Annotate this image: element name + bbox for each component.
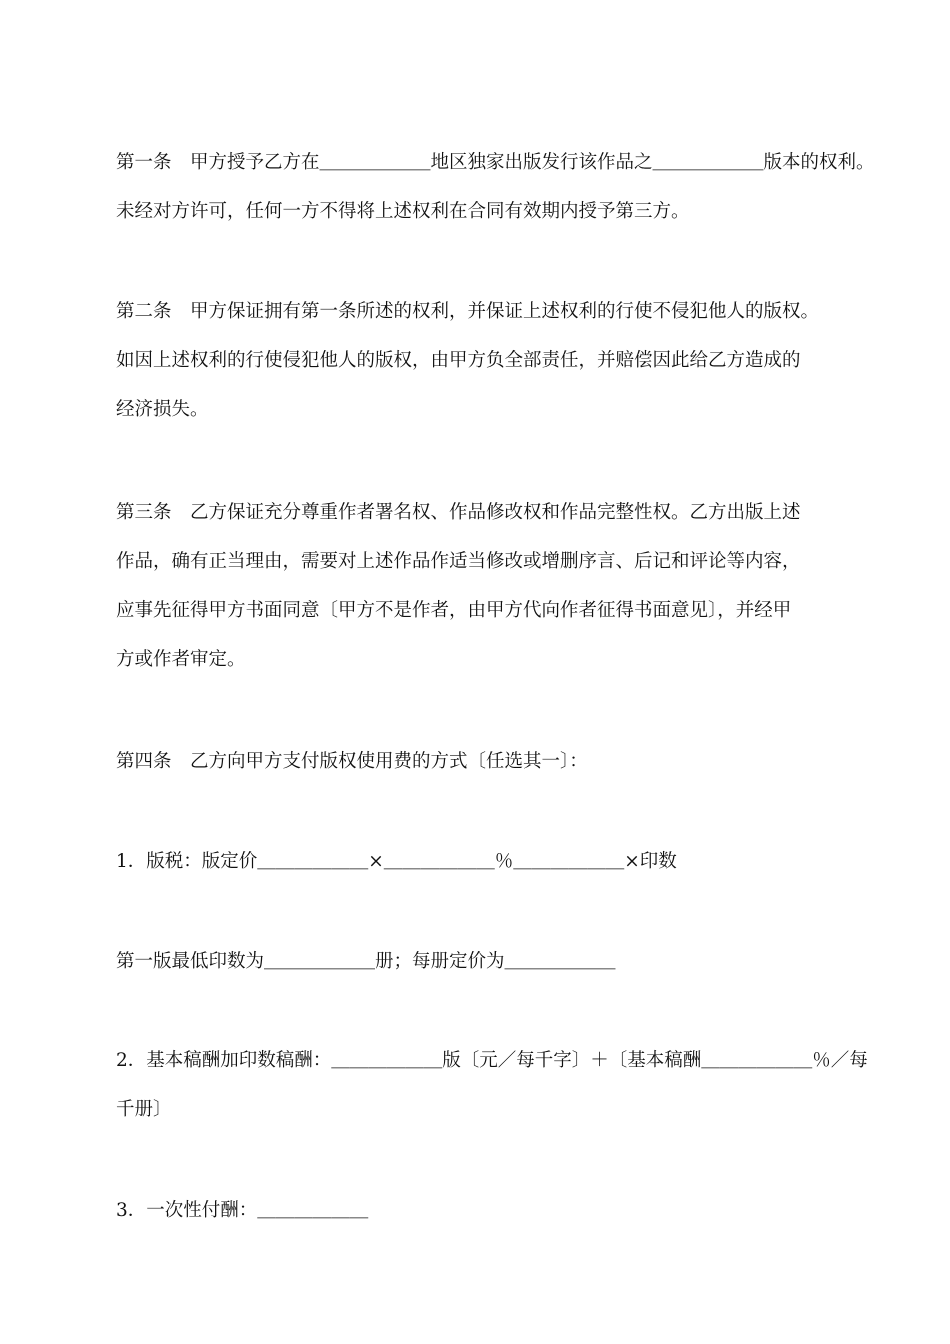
text-line: 2．基本稿酬加印数稿酬：＿＿＿＿＿＿版〔元／每千字〕＋〔基本稿酬＿＿＿＿＿＿％／每 bbox=[116, 1050, 868, 1071]
option-3-paragraph bbox=[116, 1186, 856, 1235]
article-1-paragraph bbox=[116, 138, 875, 236]
text-line: 经济损失。 bbox=[116, 399, 209, 420]
text-line: 第一版最低印数为＿＿＿＿＿＿册；每册定价为＿＿＿＿＿＿ bbox=[116, 951, 616, 972]
article-4-paragraph bbox=[116, 737, 856, 786]
text-line: 第一条 甲方授予乙方在＿＿＿＿＿＿地区独家出版发行该作品之＿＿＿＿＿＿版本的权利。 bbox=[116, 152, 875, 173]
text-line: 应事先征得甲方书面同意〔甲方不是作者，由甲方代向作者征得书面意见〕，并经甲 bbox=[116, 600, 792, 621]
option-1-paragraph bbox=[116, 837, 856, 886]
text-line: 未经对方许可，任何一方不得将上述权利在合同有效期内授予第三方。 bbox=[116, 201, 690, 222]
article-2-paragraph bbox=[116, 287, 856, 434]
text-line: 方或作者审定。 bbox=[116, 649, 246, 670]
text-line: 第三条 乙方保证充分尊重作者署名权、作品修改权和作品完整性权。乙方出版上述 bbox=[116, 502, 801, 523]
text-line: 第二条 甲方保证拥有第一条所述的权利，并保证上述权利的行使不侵犯他人的版权。 bbox=[116, 301, 820, 322]
option-1-detail-paragraph bbox=[116, 937, 856, 986]
text-line: 3．一次性付酬：＿＿＿＿＿＿ bbox=[116, 1200, 369, 1221]
article-3-paragraph bbox=[116, 488, 856, 684]
text-line: 千册〕 bbox=[116, 1099, 172, 1120]
text-line: 作品，确有正当理由，需要对上述作品作适当修改或增删序言、后记和评论等内容， bbox=[116, 551, 801, 572]
text-line: 如因上述权利的行使侵犯他人的版权，由甲方负全部责任，并赔偿因此给乙方造成的 bbox=[116, 350, 801, 371]
text-line: 1．版税：版定价＿＿＿＿＿＿×＿＿＿＿＿＿％＿＿＿＿＿＿×印数 bbox=[116, 851, 677, 872]
text-line: 第四条 乙方向甲方支付版权使用费的方式〔任选其一〕： bbox=[116, 751, 588, 772]
option-2-paragraph bbox=[116, 1036, 868, 1134]
